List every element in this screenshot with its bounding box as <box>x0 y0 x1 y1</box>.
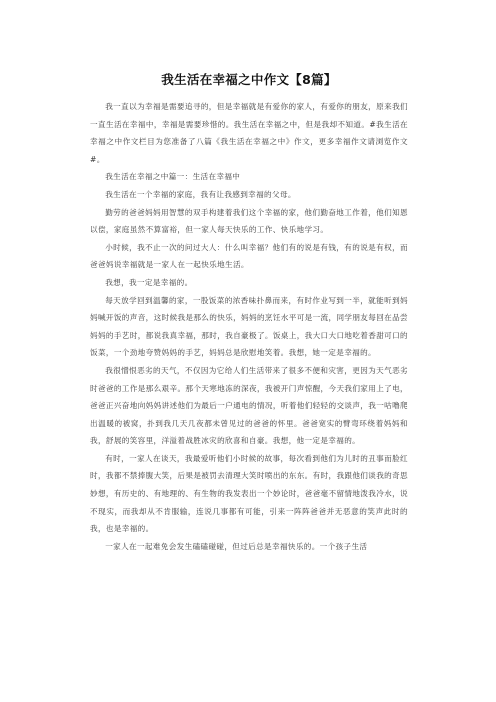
paragraph: 小时候，我不止一次的问过大人：什么叫幸福？他们有的说是有钱，有的说是有权，而爸爸妈说幸福就是一家人在一起快乐地生活。 <box>90 242 408 270</box>
paragraph: 我生活在一个幸福的家庭，我有让我感到幸福的父母。 <box>105 189 296 199</box>
paragraph-section-heading: 我生活在幸福之中篇一：生活在幸福中 <box>105 172 241 182</box>
document-title: 我生活在幸福之中作文【8篇】 <box>161 72 337 87</box>
paragraph: 一家人在一起难免会发生磕磕碰碰，但过后总是幸福快乐的。一个孩子生活 <box>105 541 368 551</box>
paragraph: 我很憎恨恶劣的天气，不仅因为它给人们生活带来了很多不便和灾害，更因为天气恶劣时爸爸的工作是那么艰辛。那个天寒地冻的深夜，我被开门声惊醒，今天我们家用上了电，爸爸正兴奋地向妈妈讲述他们为最后一户通电的情况，听着他们轻轻的交谈声，我一咕噜爬出温暖的被窝，扑到我几天几夜都未曾见过的爸爸的怀里。爸爸宽实的臂弯环绕着妈妈和我，舒展的笑容里，洋溢着战胜冰灾的欣喜和自豪。我想，他一定是幸福的。 <box>90 365 408 446</box>
paragraph-intro: 我一直以为幸福是需要追寻的，但是幸福就是有爱你的家人，有爱你的朋友，原来我们一直生活在幸福中，幸福是需要珍惜的。我生活在幸福之中，但是我却不知道。#我生活在幸福之中作文栏目为您准备了八篇《我生活在幸福之中》作文，更多幸福作文请浏览作文#。 <box>90 102 408 164</box>
paragraph: 有时，一家人在谈天，我最爱听他们小时候的故事，每次看到他们为儿时的丑事而脸红时，我都不禁捧腹大笑，后果是被罚去清理大笑时喷出的东东。有时，我跟他们谈我的奇思妙想，有历史的、有地理的、有生物的我发表出一个妙论时，爸爸毫不留情地泼我冷水，说不现实，而我却从不肯服输，连说几事都有可能，引来一阵阵爸爸并无恶意的笑声此时的我，也是幸福的。 <box>90 453 408 534</box>
paragraph: 每天放学回到温馨的家，一股饭菜的浓香味扑鼻而来，有时作业写到一半，就能听到妈妈喊开饭的声音，这时候我是那么的快乐，妈妈的烹饪水平可是一流，同学朋友每回在品尝妈妈的手艺时，都说我真幸福，那时，我自豪极了。饭桌上，我大口大口地吃着香甜可口的饭菜，一个劲地夸赞妈妈的手艺，妈妈总是欣慰地笑着。我想，她一定是幸福的。 <box>90 295 408 358</box>
paragraph: 我想，我一定是幸福的。 <box>105 277 193 287</box>
paragraph: 勤劳的爸爸妈妈用智慧的双手构建着我们这个幸福的家，他们勤奋地工作着，他们知恩以偿，家庭虽然不算富裕，但一家人每天快乐的工作、快乐地学习。 <box>90 207 408 235</box>
